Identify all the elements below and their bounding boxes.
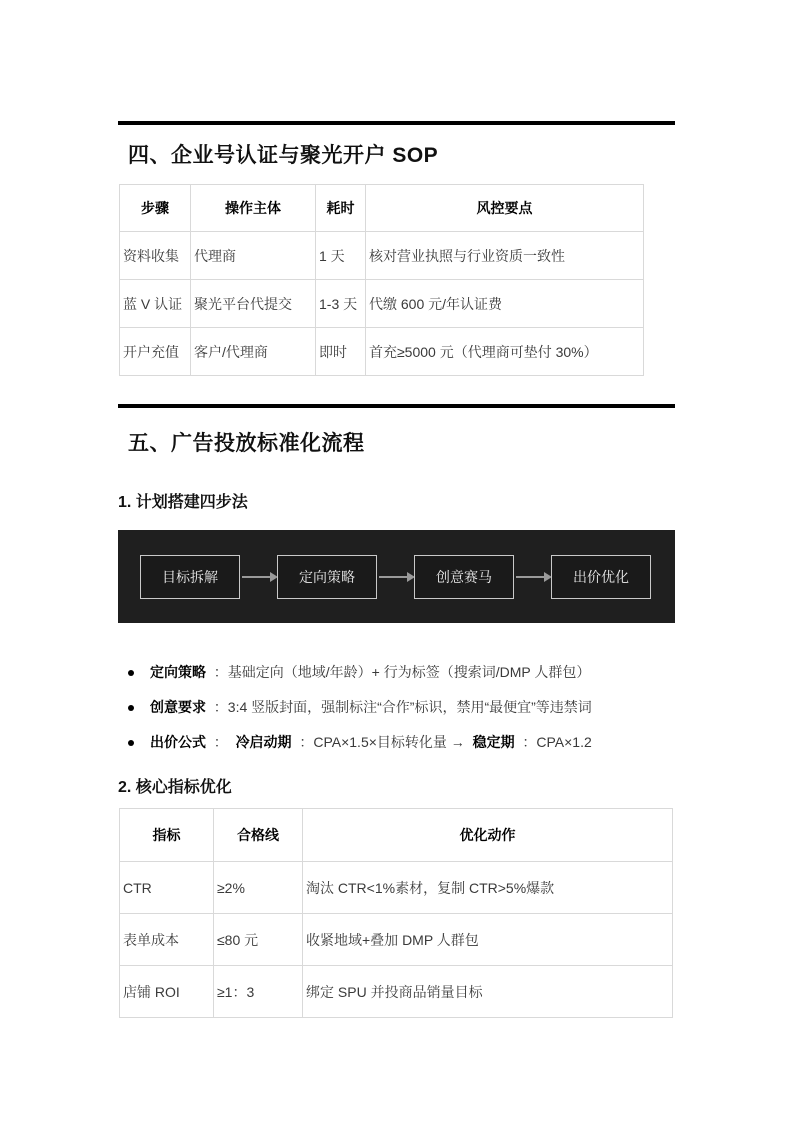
- table-header-row: [120, 185, 644, 232]
- table-row: [120, 280, 644, 328]
- flow-step-box: 目标拆解: [140, 555, 240, 599]
- subsection2-title: 2. 核心指标优化: [118, 779, 232, 796]
- table-cell: 1-3 天: [316, 280, 366, 328]
- table-cell: 开户充值: [120, 328, 191, 376]
- bullet-text: ：CPA×1.5×目标转化量 →: [295, 734, 469, 750]
- table-cell: 表单成本: [120, 914, 214, 966]
- bullet-dot-icon: [128, 740, 134, 746]
- bullet-label: 创意要求: [150, 699, 206, 715]
- rules-bullet-list: [118, 655, 675, 760]
- table-header-cell: 合格线: [214, 809, 303, 862]
- arrow-right-icon: [379, 576, 407, 578]
- table-header-cell: 耗时: [316, 185, 366, 232]
- flow-step-box: 创意赛马: [414, 555, 514, 599]
- table-header-cell: 操作主体: [191, 185, 316, 232]
- table-cell: 蓝 V 认证: [120, 280, 191, 328]
- bullet-dot-icon: [128, 670, 134, 676]
- table-cell: 即时: [316, 328, 366, 376]
- list-item: [118, 725, 675, 760]
- table-cell: 首充≥5000 元（代理商可垫付 30%）: [366, 328, 644, 376]
- bullet-text: ：基础定向（地域/年龄）+ 行为标签（搜索词/DMP 人群包）: [209, 664, 591, 680]
- table-cell: 店铺 ROI: [120, 966, 214, 1018]
- bullet-text: ：: [209, 734, 232, 750]
- table-cell: ≥1：3: [214, 966, 303, 1018]
- kpi-optimization-table: [119, 808, 673, 1018]
- arrow-right-icon: [516, 576, 544, 578]
- section4-title: 四、企业号认证与聚光开户 SOP: [128, 144, 439, 167]
- table-cell: 淘汰 CTR<1%素材，复制 CTR>5%爆款: [303, 862, 673, 914]
- table-row: [120, 966, 673, 1018]
- bullet-label: 稳定期: [472, 734, 515, 750]
- bullet-text: ：CPA×1.2: [518, 734, 592, 750]
- table-cell: ≤80 元: [214, 914, 303, 966]
- table-header-cell: 优化动作: [303, 809, 673, 862]
- table-row: [120, 232, 644, 280]
- bullet-text: ：3:4 竖版封面，强制标注“合作”标识，禁用“最便宜”等违禁词: [209, 699, 592, 715]
- section5-title: 五、广告投放标准化流程: [128, 432, 365, 455]
- table-cell: CTR: [120, 862, 214, 914]
- list-item: [118, 655, 675, 690]
- bullet-label: 冷启动期: [235, 734, 292, 750]
- arrow-right-icon: [242, 576, 270, 578]
- table-header-cell: 指标: [120, 809, 214, 862]
- bullet-label: 出价公式: [150, 734, 206, 750]
- flow-step-box: 定向策略: [277, 555, 377, 599]
- table-cell: 代缴 600 元/年认证费: [366, 280, 644, 328]
- account-opening-sop-table: [119, 184, 644, 376]
- table-row: [120, 328, 644, 376]
- flow-step-box: 出价优化: [551, 555, 651, 599]
- table-cell: 绑定 SPU 并投商品销量目标: [303, 966, 673, 1018]
- bullet-dot-icon: [128, 705, 134, 711]
- table-cell: 收紧地域+叠加 DMP 人群包: [303, 914, 673, 966]
- table-row: [120, 914, 673, 966]
- bullet-label: 定向策略: [150, 664, 206, 680]
- table-header-row: [120, 809, 673, 862]
- section-divider-middle: [118, 404, 675, 408]
- subsection1-title: 1. 计划搭建四步法: [118, 494, 248, 511]
- table-cell: 聚光平台代提交: [191, 280, 316, 328]
- table-cell: 1 天: [316, 232, 366, 280]
- flow-diagram-banner: [118, 530, 675, 623]
- table-header-cell: 风控要点: [366, 185, 644, 232]
- table-cell: 资料收集: [120, 232, 191, 280]
- table-header-cell: 步骤: [120, 185, 191, 232]
- table-cell: 客户/代理商: [191, 328, 316, 376]
- table-cell: 代理商: [191, 232, 316, 280]
- table-cell: ≥2%: [214, 862, 303, 914]
- table-row: [120, 862, 673, 914]
- list-item: [118, 690, 675, 725]
- section-divider-top: [118, 121, 675, 125]
- table-cell: 核对营业执照与行业资质一致性: [366, 232, 644, 280]
